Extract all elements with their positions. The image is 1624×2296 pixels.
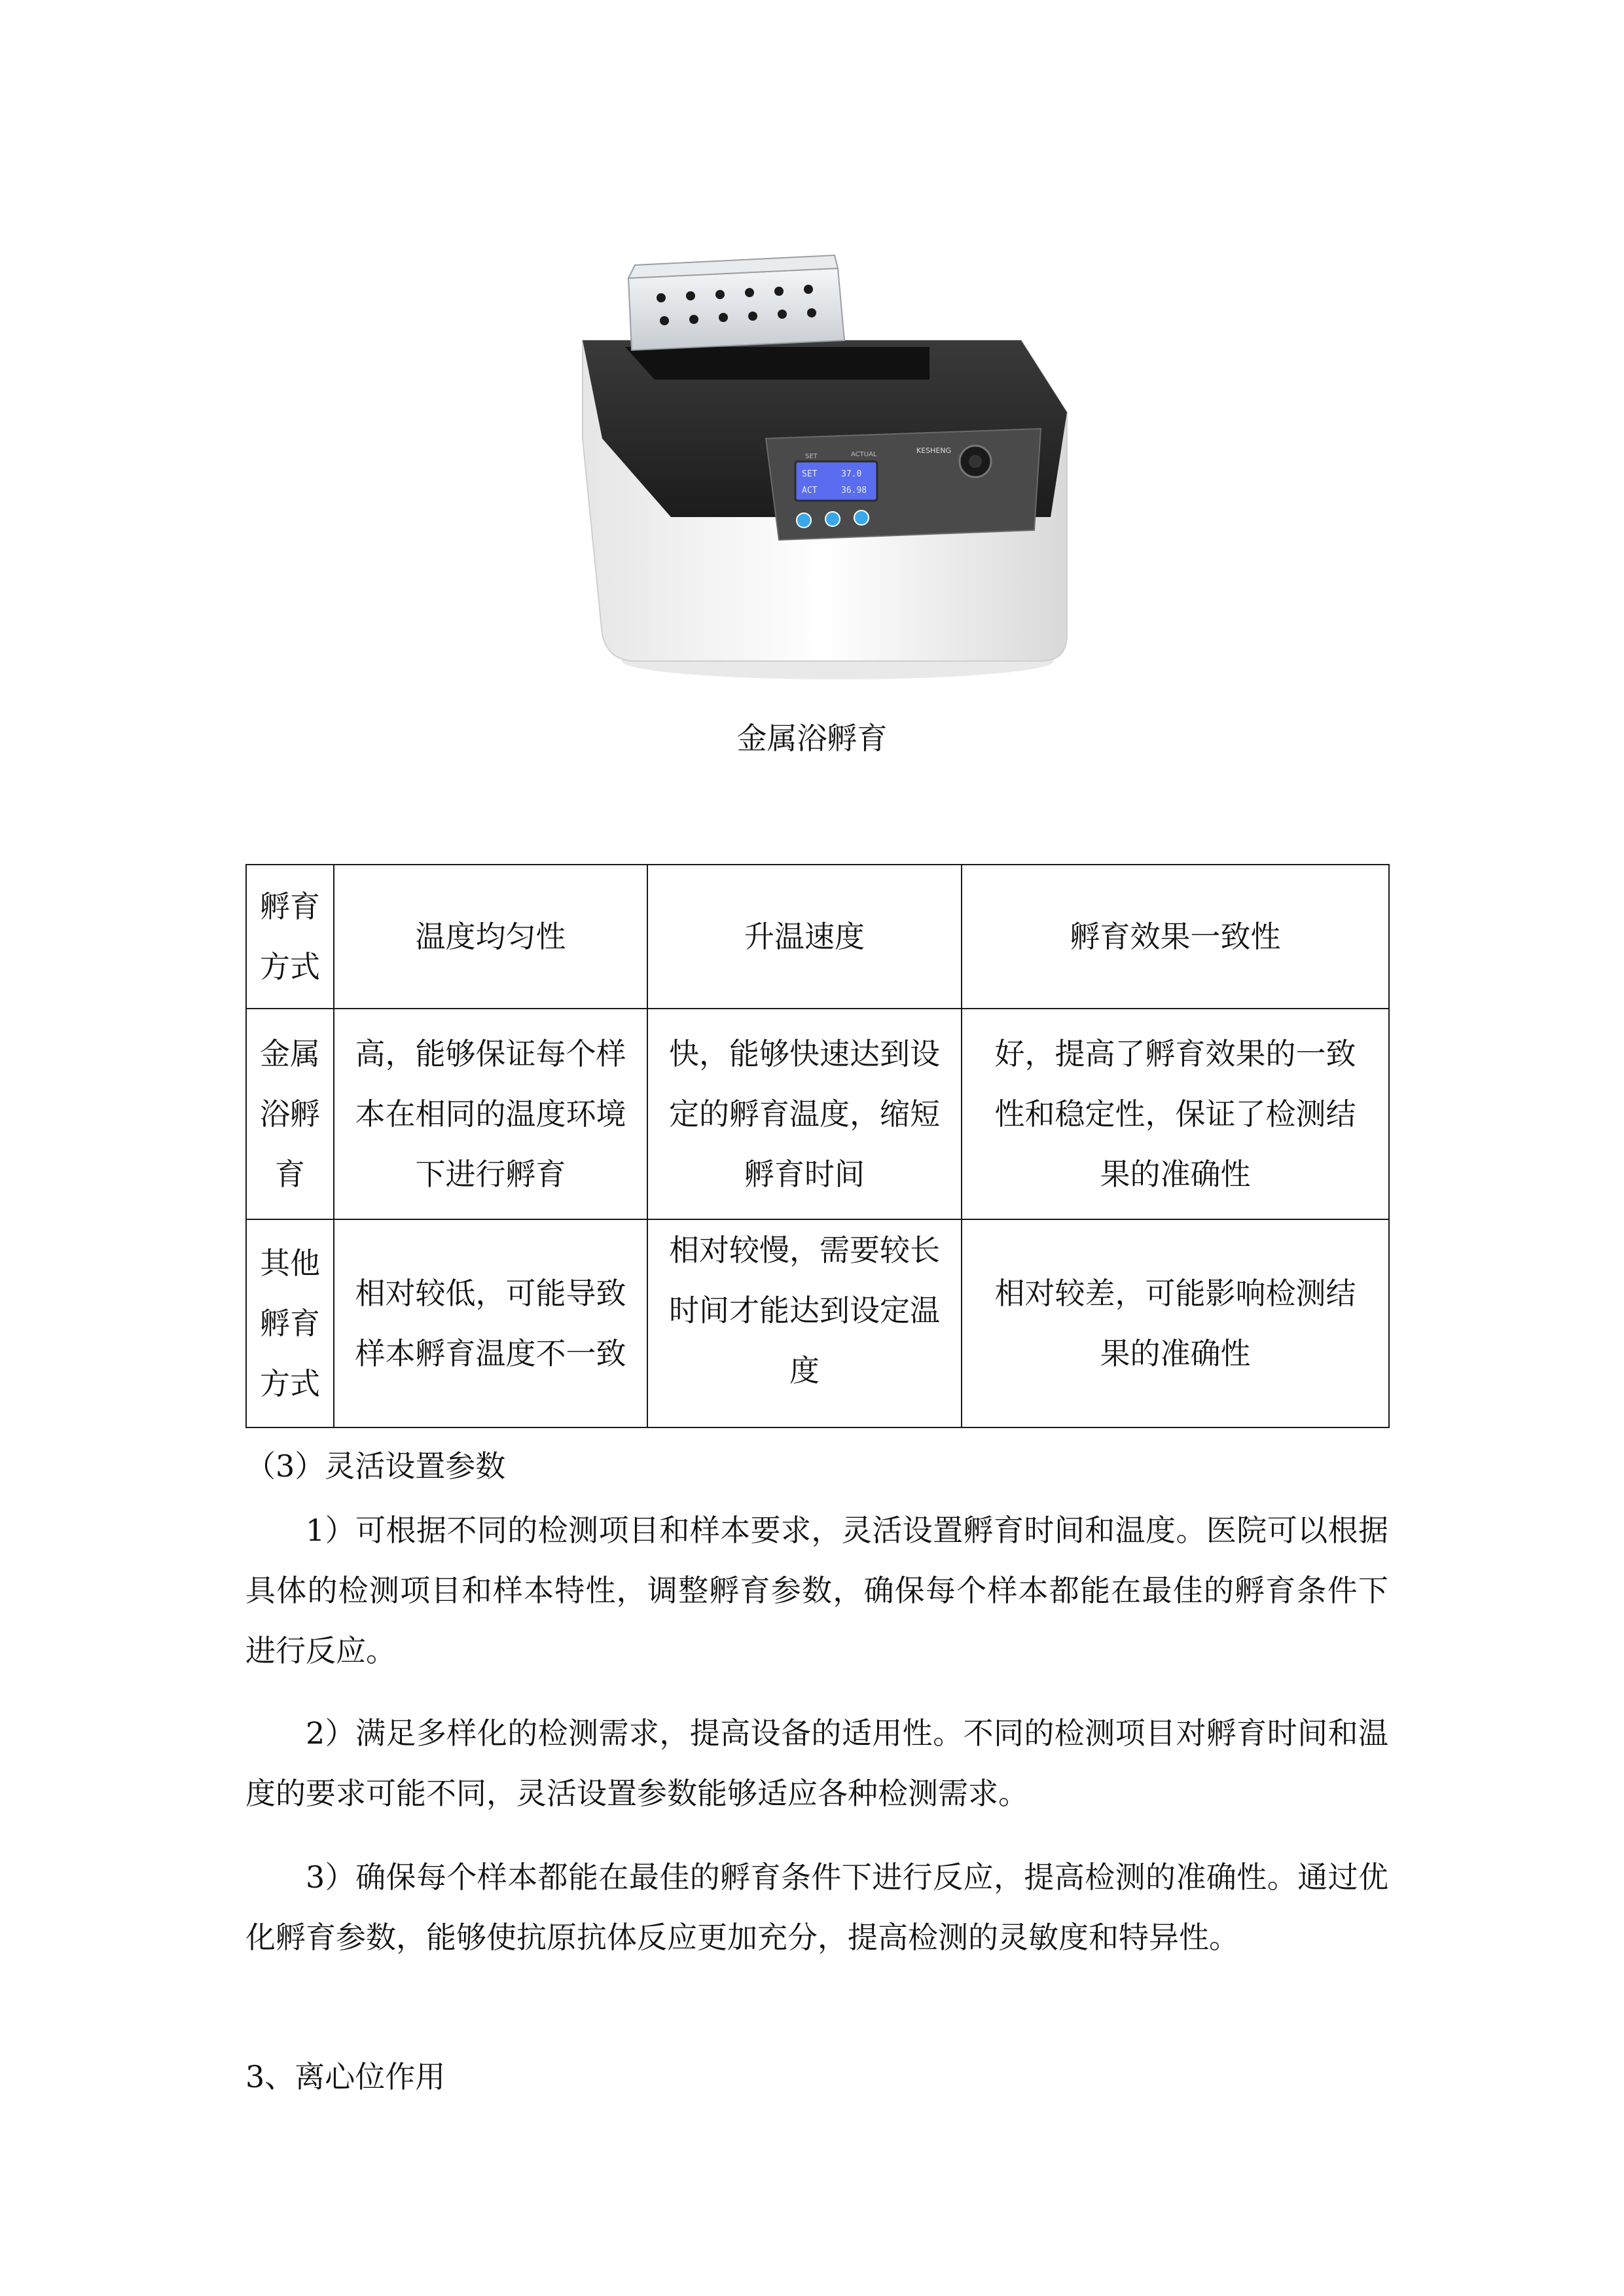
cell-line: 下进行孵育 bbox=[415, 1157, 566, 1192]
cell-uniformity bbox=[334, 1009, 647, 1219]
header-speed: 升温速度 bbox=[647, 865, 962, 1009]
cell-line: 孵育时间 bbox=[744, 1157, 865, 1192]
cell-method bbox=[246, 1219, 334, 1427]
cell-method bbox=[246, 1009, 334, 1219]
brand-text: KESHENG bbox=[916, 446, 952, 455]
cell-speed bbox=[647, 1219, 962, 1427]
cell-line: 育 bbox=[275, 1157, 305, 1192]
cell-line: 本在相同的温度环境 bbox=[355, 1096, 626, 1132]
cell-line: 果的准确性 bbox=[1100, 1157, 1251, 1192]
panel-label-actual: ACTUAL bbox=[851, 451, 877, 458]
cell-line: 定的孵育温度，缩短 bbox=[669, 1096, 940, 1132]
header-method-line: 孵育 bbox=[260, 889, 320, 924]
cell-speed bbox=[647, 1009, 962, 1219]
figure-caption: 金属浴孵育 bbox=[736, 721, 888, 756]
cell-line: 样本孵育温度不一致 bbox=[355, 1336, 626, 1371]
cell-line: 相对较低，可能导致 bbox=[355, 1276, 626, 1311]
product-figure bbox=[563, 242, 1087, 687]
header-uniformity: 温度均匀性 bbox=[334, 865, 647, 1009]
paragraph: 2）满足多样化的检测需求，提高设备的适用性。不同的检测项目对孵育时间和温度的要求可能不同，灵活设置参数能够适应各种检测需求。 bbox=[245, 1715, 1388, 1811]
cell-line: 方式 bbox=[260, 1366, 320, 1401]
table-header-row bbox=[246, 865, 1389, 1009]
cell-line: 浴孵 bbox=[260, 1096, 320, 1132]
header-method bbox=[246, 865, 334, 1009]
cell-line: 相对较差，可能影响检测结 bbox=[994, 1276, 1356, 1311]
cell-line: 快，能够快速达到设 bbox=[669, 1036, 940, 1071]
cell-line: 金属 bbox=[260, 1036, 320, 1071]
knob-center bbox=[969, 455, 982, 468]
cell-consistency bbox=[962, 1219, 1389, 1427]
heating-block-well bbox=[625, 347, 929, 380]
lcd-line1-right: 37.0 bbox=[841, 469, 862, 479]
cell-line: 好，提高了孵育效果的一致 bbox=[994, 1036, 1356, 1071]
paragraph: 1）可根据不同的检测项目和样本要求，灵活设置孵育时间和温度。医院可以根据具体的检测项目和样本特性，调整孵育参数，确保每个样本都能在最佳的孵育条件下进行反应。 bbox=[245, 1513, 1388, 1668]
cell-uniformity bbox=[334, 1219, 647, 1427]
cell-line: 度 bbox=[789, 1353, 820, 1388]
cell-line: 相对较慢，需要较长 bbox=[669, 1232, 940, 1268]
cell-line: 性和稳定性，保证了检测结 bbox=[994, 1096, 1356, 1132]
section-heading: 3、离心位作用 bbox=[245, 2059, 446, 2094]
lcd-line2-left: ACT bbox=[802, 486, 818, 495]
cell-line: 果的准确性 bbox=[1100, 1336, 1251, 1371]
header-consistency: 孵育效果一致性 bbox=[962, 865, 1389, 1009]
cell-line: 孵育 bbox=[260, 1306, 320, 1341]
cell-consistency bbox=[962, 1009, 1389, 1219]
panel-button-2 bbox=[825, 512, 840, 526]
cell-line: 高，能够保证每个样 bbox=[355, 1036, 626, 1071]
panel-button-3 bbox=[854, 511, 869, 525]
cell-line: 时间才能达到设定温 bbox=[669, 1293, 940, 1328]
cell-line: 其他 bbox=[260, 1246, 320, 1281]
paragraph: 3）确保每个样本都能在最佳的孵育条件下进行反应，提高检测的准确性。通过优化孵育参数，能够使抗原抗体反应更加充分，提高检测的灵敏度和特异性。 bbox=[245, 1859, 1388, 1955]
panel-button-1 bbox=[797, 513, 811, 528]
panel-label-set: SET bbox=[805, 453, 818, 460]
table-row bbox=[246, 1009, 1389, 1219]
lcd-line2-right: 36.98 bbox=[841, 486, 867, 495]
metal-bath-incubator-image bbox=[563, 242, 1087, 687]
comparison-table bbox=[245, 864, 1390, 1428]
lcd-line1-left: SET bbox=[802, 469, 818, 479]
header-method-line: 方式 bbox=[260, 949, 320, 984]
sub-heading: （3）灵活设置参数 bbox=[245, 1448, 506, 1484]
table-row bbox=[246, 1219, 1389, 1427]
